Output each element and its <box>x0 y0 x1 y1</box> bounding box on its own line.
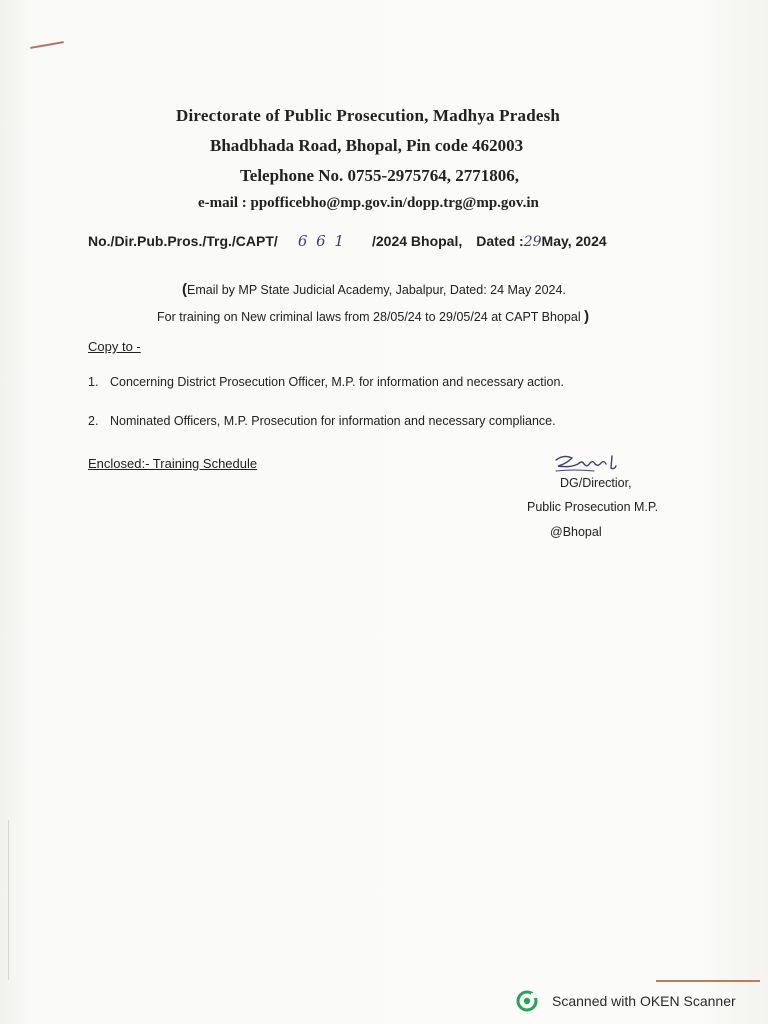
header-address: Bhadbhada Road, Bhopal, Pin code 462003 <box>210 136 524 155</box>
list-text: Nominated Officers, M.P. Prosecution for information and necessary compliance. <box>110 414 556 428</box>
list-item <box>88 414 556 428</box>
list-item <box>88 375 564 389</box>
signatory-title: DG/Directior, <box>560 476 632 490</box>
subject-email-reference: Email by MP State Judicial Academy, Jabalpur, Dated: 24 May 2024. <box>187 283 566 297</box>
copy-to-heading: Copy to - <box>88 339 141 354</box>
reference-line <box>88 232 607 250</box>
page-edge-shadow <box>8 820 9 980</box>
subject-open-paren: ( <box>182 281 187 298</box>
header-office-name: Directorate of Public Prosecution, Madhya Pradesh <box>176 106 561 125</box>
list-text: Concerning District Prosecution Officer, M.P. for information and necessary action. <box>110 375 564 389</box>
scanner-label: Scanned with OKEN Scanner <box>552 993 736 1009</box>
subject-line-2 <box>157 308 589 325</box>
signatory-department: Public Prosecution M.P. <box>527 500 659 514</box>
dated-day: 29 <box>523 234 542 250</box>
header-telephone: Telephone No. 0755-2975764, 2771806, <box>240 166 519 185</box>
enclosure-note: Enclosed:- Training Schedule <box>88 456 258 471</box>
header-email: e-mail : ppofficebho@mp.gov.in/dopp.trg@mp.gov.in <box>198 195 539 211</box>
page-edge-mark <box>656 980 760 982</box>
signatory-location: @Bhopal <box>550 525 602 539</box>
list-marker: 1. <box>88 375 99 389</box>
oken-scanner-icon <box>516 990 538 1012</box>
reference-number: 6 6 1 <box>297 232 346 250</box>
subject-training-details: For training on New criminal laws from 28/05/24 to 29/05/24 at CAPT Bhopal <box>157 310 581 324</box>
subject-close-paren: ) <box>584 308 590 325</box>
reference-prefix: No./Dir.Pub.Pros./Trg./CAPT/ <box>88 233 278 249</box>
dated-month-year: May, 2024 <box>541 233 607 249</box>
pen-mark <box>30 41 64 49</box>
handwritten-signature <box>554 452 624 474</box>
signature-block <box>520 452 690 552</box>
list-marker: 2. <box>88 414 99 428</box>
subject-line-1 <box>182 281 566 298</box>
dated-label: Dated : <box>476 233 524 249</box>
reference-year-place: /2024 Bhopal, <box>371 233 463 249</box>
scanner-watermark <box>516 990 736 1012</box>
